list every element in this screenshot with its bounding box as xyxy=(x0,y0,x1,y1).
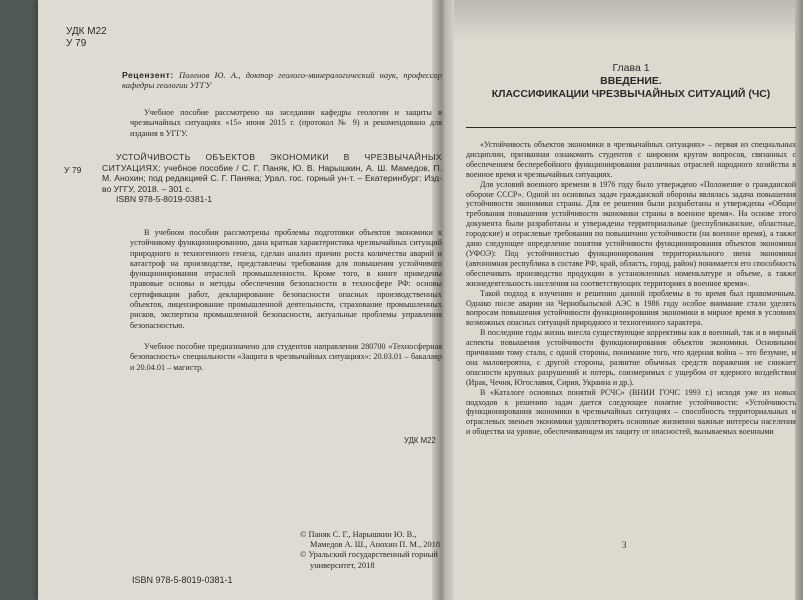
paragraph: В «Каталоге основных понятий РСЧС» (ВНИИ ГОЧС 1993 г.) исходя уже из новых подходов к решению задач дается следующее понятие устойчивости: «Устойчивость функционирования экономики в чрезвычайных ситуациях – способность территориальных и отраслевых звеньев экономики удовлетворять основные жизненно важные интересы населения и общества на уровне, обеспечивающем их защиту от опасностей, вызываемых военными xyxy=(466,387,796,437)
isbn-bottom: ISBN 978-5-8019-0381-1 xyxy=(132,575,233,585)
udk-header xyxy=(66,26,107,50)
reviewers xyxy=(122,70,442,91)
chapter-heading xyxy=(470,62,792,101)
classification-code: У 79 xyxy=(66,38,87,49)
approval-note: Учебное пособие рассмотрено на заседании кафедры геологии и защиты в чрезвычайных ситуациях «15» июня 2015 г. (протокол № 9) и рекомендовано для издания в УГГУ. xyxy=(130,108,442,138)
chapter-label: Глава 1 xyxy=(612,62,650,74)
copyright-line: Мамедов А. Ш., Анохин П. М., 2018 xyxy=(310,540,441,550)
page-number: 3 xyxy=(622,540,627,550)
reviewers-text: Поленов Ю. А., доктор геолого-минералогический наук, профессор кафедры геологии УГГУ xyxy=(122,70,442,91)
copyright-line: © Уральский государственный горный xyxy=(300,550,438,560)
udk-code: УДК М22 xyxy=(66,26,107,37)
isbn-line: ISBN 978-5-8019-0381-1 xyxy=(116,194,213,205)
page-edge xyxy=(795,0,803,600)
chapter-subtitle: КЛАССИФИКАЦИИ ЧРЕЗВЫЧАЙНЫХ СИТУАЦИЙ (ЧС) xyxy=(491,88,771,100)
paragraph: «Устойчивость объектов экономики в чрезвычайных ситуациях» – первая из специальных дисциплин, призванная ознакомить студентов с широким кругом вопросов, связанных с обеспечением бесперебойного функционирования различных отраслей народного хозяйства в военное время и чрезвычайных ситуациях. xyxy=(466,140,796,179)
reviewers-label: Рецензент: xyxy=(122,70,174,80)
book-title: УСТОЙЧИВОСТЬ ОБЪЕКТОВ ЭКОНОМИКИ В ЧРЕЗВЫЧАЙНЫХ СИТУАЦИЯХ xyxy=(102,152,442,173)
copyright-block xyxy=(300,530,440,571)
biblio-details: : учебное пособие / С. Г. Паняк, Ю. В. Нарышкин, А. Ш. Мамедов, П. М. Анохин; под редакцией С. Г. Паняка; Урал. гос. горный ун-т. – Екатеринбург: Изд-во УГГУ, 2018. – 301 с. xyxy=(102,162,442,194)
chapter-body xyxy=(466,140,796,437)
copyright-line: университет, 2018 xyxy=(310,560,375,570)
paragraph: Для условий военного времени в 1976 году было утверждено «Положение о гражданской обороне СССР». Одной из основных задач гражданской обороны являлась задача повышения устойчивости экономики страны. Для ее решения были разработаны и утверждены «Общие требования повышения устойчивости экономики страны в военное время». На основе этого документа были разработаны и утверждены территориальные (республиканские, областные, городские) и отраслевые требования по повышению устойчивости (на военное время), а также дано следующее определение понятия устойчивости функционирования объектов экономики (УФОЭ): Под устойчивостью функционирования территориального звена экономики (автономная республика в составе РФ, край, область, город, район) понимается его способность обеспечивать производство продукции в установленных номенклатуре и объеме, а также жизнедеятельность населения на соответствующих территориях в военное время». xyxy=(466,179,796,288)
abstract: В учебном пособии рассмотрены проблемы подготовки объектов экономики к устойчивому функционированию, дана краткая характеристика чрезвычайных ситуаций природного и техногенного генеза, сделан анализ причин роста количества аварий и катастроф на производстве, представлены требования для повышения устойчивого функционирования отраслей промышленности. Кроме того, в книге приведены правовые основы и методы обеспечения безопасности в техносфере РФ: основы сертификации работ, декларирование безопасности опасных производственных объектов, лицензирование промышленной деятельности, страхование промышленных рисков, экспертиза промышленной безопасности, актуальные проблемы управления безопасностью. xyxy=(130,228,442,330)
paragraph: Такой подход к изучению и решению данной проблемы в то время был правомочным. Однако после аварии на Чернобыльской АЭС в 1986 году особое внимание стали уделять вопросам повышения устойчивости функционирования экономики в мирное время в условиях возможных опасных ситуаций природного и техногенного характера. xyxy=(466,288,796,328)
udk-bottom: УДК М22 xyxy=(404,436,436,445)
bibliographic-record xyxy=(102,152,442,205)
page-shadow xyxy=(448,0,803,40)
target-audience: Учебное пособие предназначено для студентов направления 280700 «Техносферная безопасность» специальности «Защита в чрезвычайных ситуациях»: 20.03.01 – бакалавр и 20.04.01 – магистр. xyxy=(130,342,442,372)
biblio-code: У 79 xyxy=(64,165,82,175)
chapter-title: ВВЕДЕНИЕ. xyxy=(600,75,662,87)
copyright-line: © Паняк С. Г., Нарышкин Ю. В., xyxy=(300,530,417,539)
heading-rule xyxy=(466,127,796,128)
paragraph: В последние годы жизнь внесла существующие коррективы как в военный, так и в мирный аспекты повышения устойчивости функционирования объектов экономики. Основными причинами тому стали, с одной стороны, понимание того, что ядерная война – это безумие, и она маловероятна, с другой стороны, развитие обычных средств поражения не снижает опасности крупных разрушений и потерь, соизмеримых с ущербом от ядерного воздействия (Ирак, Чечня, Югославия, Сирия, Украина и др.). xyxy=(466,328,796,387)
